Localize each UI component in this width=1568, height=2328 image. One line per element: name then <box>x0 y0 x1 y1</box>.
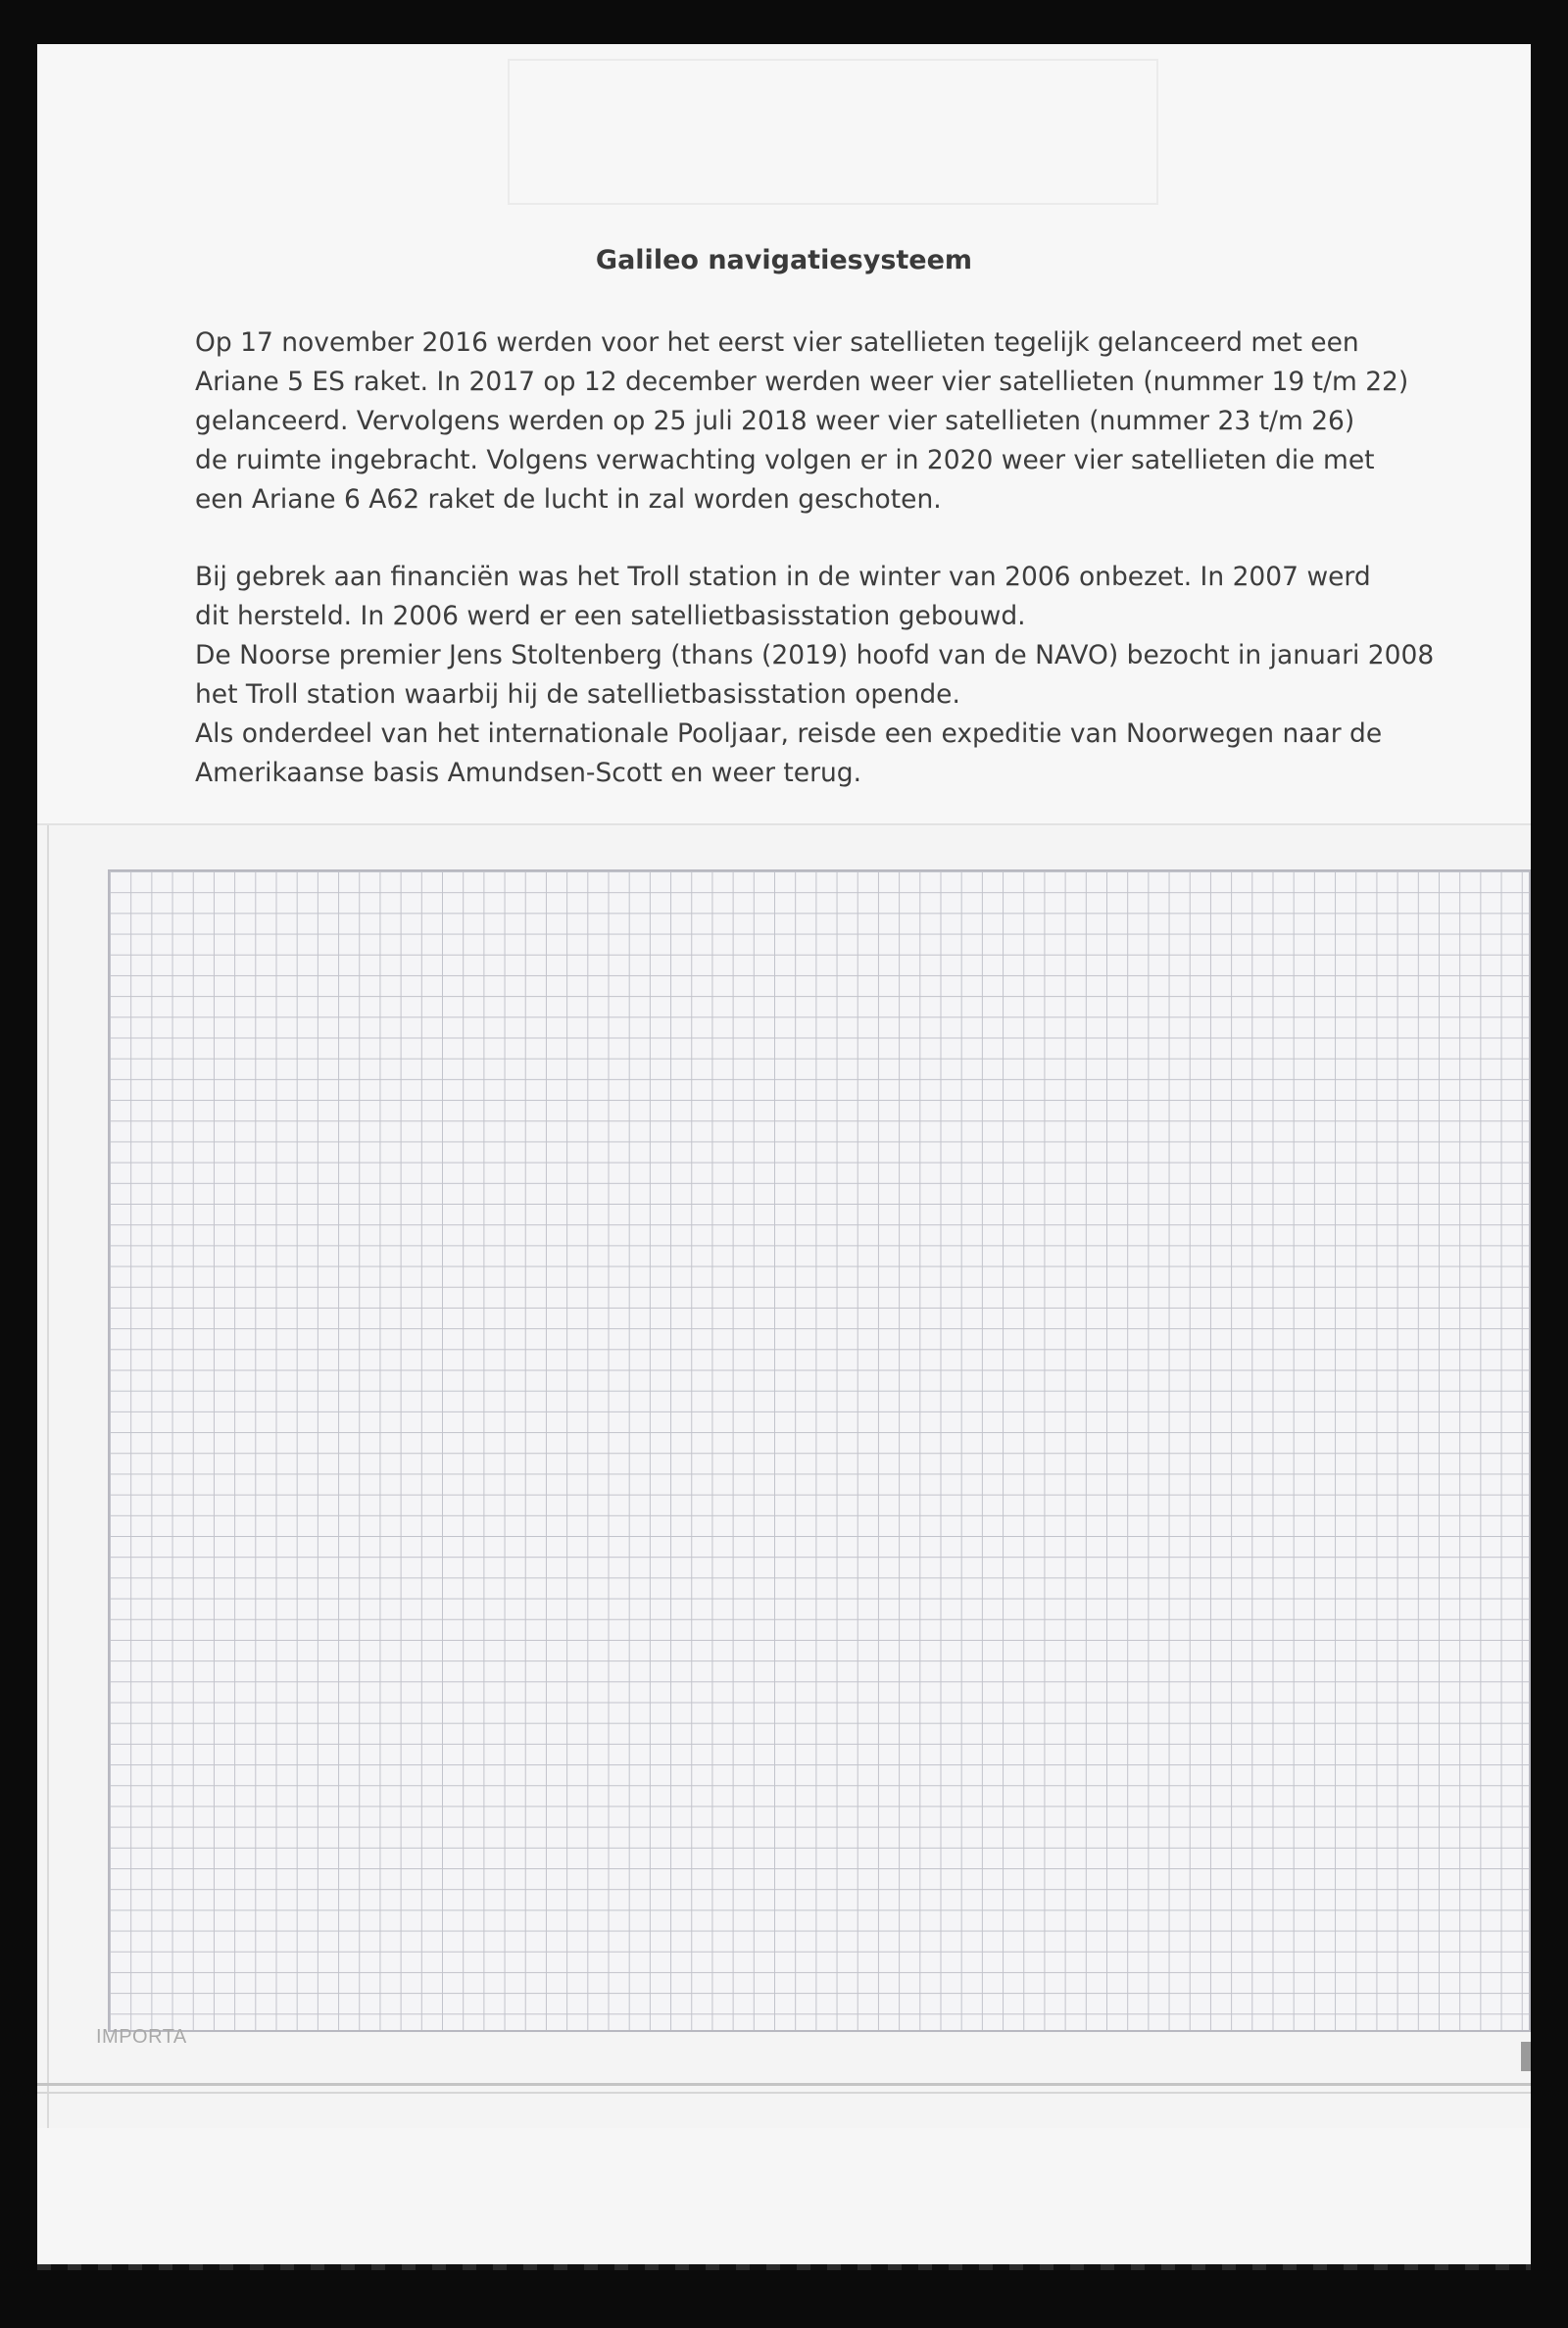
page-title: Galileo navigatiesysteem <box>595 245 973 275</box>
brand-imprint: IMPORTA <box>96 2026 187 2048</box>
paragraph-troll-station <box>195 558 1434 793</box>
text-line: Ariane 5 ES raket. In 2017 op 12 december werden weer vier satellieten (nummer 19 t/m 22) <box>195 367 1409 397</box>
text-line: Amerikaanse basis Amundsen-Scott en weer terug. <box>195 758 862 788</box>
text-line: de ruimte ingebracht. Volgens verwachting volgen er in 2020 weer vier satellieten die met <box>195 445 1375 475</box>
text-line: een Ariane 6 A62 raket de lucht in zal worden geschoten. <box>195 484 942 515</box>
text-sheet <box>37 44 1531 825</box>
text-line: het Troll station waarbij hij de satellietbasisstation opende. <box>195 679 960 710</box>
graph-grid <box>108 869 1531 2032</box>
scan-artifact <box>37 2264 1531 2270</box>
faint-frame <box>508 59 1158 205</box>
text-line: gelanceerd. Vervolgens werden op 25 juli 2018 weer vier satellieten (nummer 23 t/m 26) <box>195 406 1355 436</box>
bottom-rule <box>37 2092 1531 2094</box>
paragraph-galileo <box>195 323 1408 520</box>
album-page <box>37 44 1531 2264</box>
text-line: Als onderdeel van het internationale Pooljaar, reisde een expeditie van Noorwegen naar de <box>195 718 1383 749</box>
text-line: De Noorse premier Jens Stoltenberg (thans (2019) hoofd van de NAVO) bezocht in januari 2008 <box>195 640 1435 670</box>
sheet-edge <box>47 824 49 2128</box>
text-line: Bij gebrek aan financiën was het Troll station in de winter van 2006 onbezet. In 2007 werd <box>195 562 1371 592</box>
text-line: dit hersteld. In 2006 werd er een satellietbasisstation gebouwd. <box>195 601 1026 631</box>
page-edge-mark <box>1521 2042 1531 2071</box>
bottom-rule <box>37 2083 1531 2086</box>
text-line: Op 17 november 2016 werden voor het eerst vier satellieten tegelijk gelanceerd met een <box>195 327 1359 358</box>
